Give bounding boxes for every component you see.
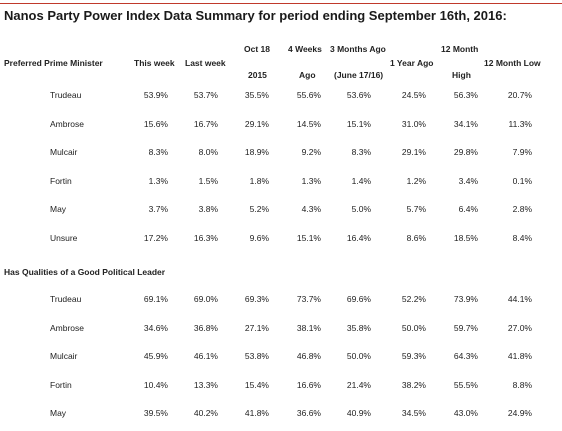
table-cell: 27.0% xyxy=(507,322,532,333)
table-row xyxy=(0,176,562,190)
table-cell: 40.2% xyxy=(193,408,218,418)
section-label-good-leader: Has Qualities of a Good Political Leader xyxy=(4,267,166,277)
table-cell: 38.1% xyxy=(296,322,321,333)
table-cell: 35.5% xyxy=(244,90,269,100)
row-label: Ambrose xyxy=(50,322,85,333)
table-cell: 6.4% xyxy=(458,204,478,214)
table-row xyxy=(0,119,562,133)
header-4weeks-line2: Ago xyxy=(299,70,316,80)
header-oct18-line2: 2015 xyxy=(248,70,267,80)
table-cell: 43.0% xyxy=(453,408,478,418)
table-cell: 55.6% xyxy=(296,90,321,100)
table-cell: 15.6% xyxy=(143,118,168,129)
table-cell: 16.4% xyxy=(346,232,371,243)
table-cell: 69.6% xyxy=(346,294,371,304)
table-cell: 38.2% xyxy=(401,379,426,390)
table-cell: 73.9% xyxy=(453,294,478,304)
table-cell: 15.4% xyxy=(244,379,269,390)
table-cell: 53.6% xyxy=(346,90,371,100)
table-cell: 69.0% xyxy=(193,294,218,304)
table-cell: 34.5% xyxy=(401,408,426,418)
table-cell: 1.3% xyxy=(148,175,168,186)
table-cell: 18.9% xyxy=(244,147,269,157)
table-row xyxy=(0,204,562,218)
table-cell: 64.3% xyxy=(453,351,478,361)
header-1year: 1 Year Ago xyxy=(390,58,434,68)
table-row xyxy=(0,380,562,394)
table-cell: 59.7% xyxy=(453,322,478,333)
table-cell: 34.1% xyxy=(453,118,478,129)
table-row xyxy=(0,90,562,104)
row-label: Trudeau xyxy=(50,294,82,304)
table-cell: 29.1% xyxy=(244,118,269,129)
table-row xyxy=(0,351,562,365)
table-cell: 1.3% xyxy=(301,175,321,186)
header-oct18-line1: Oct 18 xyxy=(244,44,270,54)
table-cell: 2.8% xyxy=(512,204,532,214)
row-label: Unsure xyxy=(50,232,78,243)
table-cell: 56.3% xyxy=(453,90,478,100)
row-label: May xyxy=(50,408,67,418)
table-cell: 35.8% xyxy=(346,322,371,333)
table-cell: 52.2% xyxy=(401,294,426,304)
table-cell: 20.7% xyxy=(507,90,532,100)
table-cell: 15.1% xyxy=(346,118,371,129)
table-cell: 9.2% xyxy=(301,147,321,157)
table-cell: 14.5% xyxy=(296,118,321,129)
table-cell: 13.3% xyxy=(193,379,218,390)
table-cell: 18.5% xyxy=(453,232,478,243)
table-cell: 3.8% xyxy=(198,204,218,214)
header-3months-line2: (June 17/16) xyxy=(334,70,384,80)
red-divider xyxy=(0,3,562,4)
row-label: Mulcair xyxy=(50,147,78,157)
table-cell: 8.8% xyxy=(512,379,532,390)
table-row xyxy=(0,147,562,161)
page-title: Nanos Party Power Index Data Summary for period ending September 16th, 2016: xyxy=(4,8,507,23)
table-cell: 15.1% xyxy=(296,232,321,243)
table-cell: 34.6% xyxy=(143,322,168,333)
table-cell: 5.7% xyxy=(406,204,426,214)
table-cell: 1.2% xyxy=(406,175,426,186)
header-12month-high-line2: High xyxy=(452,70,471,80)
header-12month-high-line1: 12 Month xyxy=(441,44,479,54)
table-cell: 8.3% xyxy=(148,147,168,157)
header-12month-low: 12 Month Low xyxy=(484,58,541,68)
header-4weeks-line1: 4 Weeks xyxy=(288,44,322,54)
table-cell: 1.8% xyxy=(249,175,269,186)
table-cell: 3.4% xyxy=(458,175,478,186)
table-cell: 50.0% xyxy=(346,351,371,361)
row-label: Trudeau xyxy=(50,90,82,100)
table-cell: 8.3% xyxy=(351,147,371,157)
row-label: Fortin xyxy=(50,379,72,390)
table-cell: 73.7% xyxy=(296,294,321,304)
table-cell: 21.4% xyxy=(346,379,371,390)
table-cell: 1.4% xyxy=(351,175,371,186)
table-cell: 41.8% xyxy=(244,408,269,418)
table-row xyxy=(0,408,562,422)
header-3months-line1: 3 Months Ago xyxy=(330,44,386,54)
table-cell: 8.0% xyxy=(198,147,218,157)
table-cell: 8.4% xyxy=(512,232,532,243)
table-row xyxy=(0,233,562,247)
table-cell: 69.1% xyxy=(143,294,168,304)
row-label: Mulcair xyxy=(50,351,78,361)
header-this-week: This week xyxy=(134,58,175,68)
row-label: May xyxy=(50,204,67,214)
section-label-preferred-pm: Preferred Prime Minister xyxy=(4,58,103,68)
table-cell: 27.1% xyxy=(244,322,269,333)
table-cell: 31.0% xyxy=(401,118,426,129)
table-cell: 3.7% xyxy=(148,204,168,214)
table-cell: 53.7% xyxy=(193,90,218,100)
table-cell: 53.9% xyxy=(143,90,168,100)
table-cell: 16.7% xyxy=(193,118,218,129)
table-cell: 11.3% xyxy=(508,118,532,129)
table-cell: 36.8% xyxy=(193,322,218,333)
table-cell: 46.1% xyxy=(193,351,218,361)
table-cell: 36.6% xyxy=(296,408,321,418)
header-last-week: Last week xyxy=(185,58,226,68)
row-label: Fortin xyxy=(50,175,72,186)
table-cell: 10.4% xyxy=(143,379,168,390)
table-cell: 24.5% xyxy=(401,90,426,100)
table-cell: 9.6% xyxy=(249,232,269,243)
table-cell: 39.5% xyxy=(143,408,168,418)
table-cell: 55.5% xyxy=(453,379,478,390)
table-cell: 5.0% xyxy=(351,204,371,214)
table-cell: 41.8% xyxy=(507,351,532,361)
table-row xyxy=(0,323,562,337)
table-cell: 8.6% xyxy=(406,232,426,243)
table-cell: 5.2% xyxy=(249,204,269,214)
table-cell: 53.8% xyxy=(244,351,269,361)
table-cell: 17.2% xyxy=(143,232,168,243)
row-label: Ambrose xyxy=(50,118,85,129)
table-cell: 69.3% xyxy=(244,294,269,304)
table-cell: 44.1% xyxy=(507,294,532,304)
table-cell: 29.8% xyxy=(453,147,478,157)
table-cell: 50.0% xyxy=(401,322,426,333)
table-cell: 16.6% xyxy=(296,379,321,390)
table-cell: 0.1% xyxy=(512,175,532,186)
table-cell: 1.5% xyxy=(198,175,218,186)
table-cell: 40.9% xyxy=(346,408,371,418)
table-cell: 59.3% xyxy=(401,351,426,361)
table-cell: 4.3% xyxy=(301,204,321,214)
table-cell: 45.9% xyxy=(143,351,168,361)
table-cell: 29.1% xyxy=(401,147,426,157)
table-cell: 7.9% xyxy=(512,147,532,157)
table-cell: 16.3% xyxy=(193,232,218,243)
table-cell: 46.8% xyxy=(296,351,321,361)
table-row xyxy=(0,294,562,308)
table-cell: 24.9% xyxy=(507,408,532,418)
